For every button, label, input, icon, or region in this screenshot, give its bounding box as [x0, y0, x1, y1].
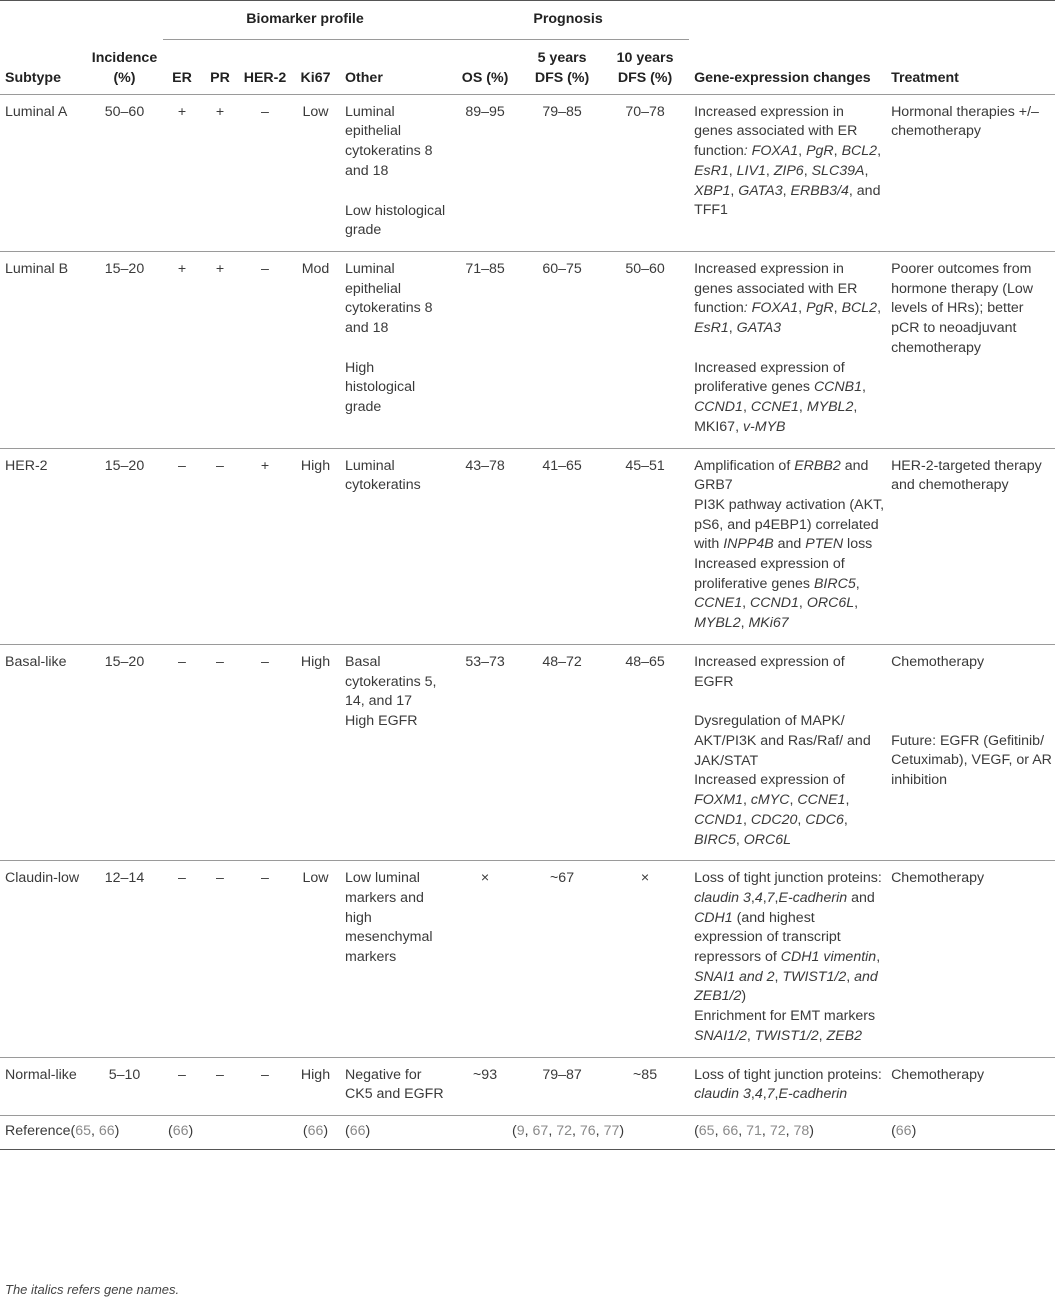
ref-link[interactable]: 66 — [722, 1122, 739, 1139]
ref-link[interactable]: 67 — [532, 1122, 549, 1139]
cell-reference-treatment: (66) — [886, 1115, 1055, 1149]
col-treatment: Treatment — [891, 69, 959, 86]
cell-pr: – — [201, 644, 239, 860]
cell-gene-expression: Increased expression in genes associated with ER function: FOXA1, PgR, BCL2, EsR1, LIV1, ZIP6, SLC39A, XBP1, GATA3, ERBB3/4, and TFF1 — [689, 94, 886, 251]
cell-er: – — [163, 861, 201, 1057]
ref-link[interactable]: 72 — [769, 1122, 786, 1139]
ref-link[interactable]: 65 — [75, 1122, 91, 1139]
col-os: OS (%) — [461, 69, 509, 86]
prognosis-group-header: Prognosis — [447, 1, 689, 40]
ref-link[interactable]: 72 — [556, 1122, 572, 1139]
cell-dfs10: 45–51 — [601, 448, 689, 644]
cell-subtype: Luminal B — [0, 251, 86, 448]
col-incidence: Incidence (%) — [91, 49, 158, 86]
col-subtype: Subtype — [5, 69, 61, 86]
cell-ki67: Low — [291, 94, 340, 251]
ref-link[interactable]: 76 — [579, 1122, 596, 1139]
cell-dfs5: 41–65 — [523, 448, 601, 644]
cell-dfs10: 50–60 — [601, 251, 689, 448]
col-gene-expression: Gene-expression changes — [694, 69, 871, 86]
ref-link[interactable]: 66 — [307, 1122, 324, 1139]
cell-incidence: 5–10 — [86, 1057, 163, 1115]
ref-link[interactable]: 65 — [698, 1122, 715, 1139]
table-row-her2 — [0, 448, 1055, 644]
cell-other: Luminal cytokeratins — [340, 448, 447, 644]
cell-gene-expression: Increased expression of EGFR Dysregulation of MAPK/ AKT/PI3K and Ras/Raf/ and JAK/STAT Increased expression of FOXM1, cMYC, CCNE1, CCND1, CDC20, CDC6, BIRC5, ORC6L — [689, 644, 886, 860]
cell-her2: – — [239, 1057, 291, 1115]
cell-other: Negative for CK5 and EGFR — [340, 1057, 447, 1115]
cell-ki67: Mod — [291, 251, 340, 448]
table-row-basal-like — [0, 644, 1055, 860]
cell-dfs10: ~85 — [601, 1057, 689, 1115]
col-pr: PR — [210, 69, 230, 86]
cell-incidence: 12–14 — [86, 861, 163, 1057]
cell-treatment: Hormonal therapies +/– chemotherapy — [886, 94, 1055, 251]
col-dfs5: 5 years DFS (%) — [534, 49, 590, 86]
cell-ki67: High — [291, 644, 340, 860]
cell-dfs5: 79–85 — [523, 94, 601, 251]
cell-treatment: Poorer outcomes from hormone therapy (Low levels of HRs); better pCR to neoadjuvant chemotherapy — [886, 251, 1055, 448]
cell-dfs10: 48–65 — [601, 644, 689, 860]
cell-dfs5: 48–72 — [523, 644, 601, 860]
cell-pr: + — [201, 251, 239, 448]
cell-reference-er: (66) — [163, 1115, 291, 1149]
cell-reference-subtype: Reference(65, 66) — [0, 1115, 163, 1149]
cell-subtype: Luminal A — [0, 94, 86, 251]
cell-reference-prognosis: (9, 67, 72, 76, 77) — [447, 1115, 689, 1149]
cell-her2: + — [239, 448, 291, 644]
col-ki67: Ki67 — [300, 69, 331, 86]
table-row-reference — [0, 1115, 1055, 1149]
cell-incidence: 50–60 — [86, 94, 163, 251]
ref-link[interactable]: 66 — [98, 1122, 115, 1139]
cell-pr: + — [201, 94, 239, 251]
cell-incidence: 15–20 — [86, 644, 163, 860]
cell-reference-other: (66) — [340, 1115, 447, 1149]
cell-os: × — [447, 861, 523, 1057]
cell-other: Luminal epithelial cytokeratins 8 and 18 High histological grade — [340, 251, 447, 448]
cell-er: – — [163, 448, 201, 644]
cell-gene-expression: Loss of tight junction proteins: claudin 3,4,7,E-cadherin — [689, 1057, 886, 1115]
cell-pr: – — [201, 861, 239, 1057]
cell-gene-expression: Increased expression in genes associated with ER function: FOXA1, PgR, BCL2, EsR1, GATA3 Increased expression of proliferative genes CCNB1, CCND1, CCNE1, MYBL2, MKI67, v-MYB — [689, 251, 886, 448]
ref-link[interactable]: 66 — [172, 1122, 189, 1139]
cell-subtype: Basal-like — [0, 644, 86, 860]
cell-ki67: Low — [291, 861, 340, 1057]
table-footnote: The italics refers gene names. — [5, 1282, 180, 1297]
biomarker-group-header: Biomarker profile — [163, 1, 447, 40]
col-dfs10: 10 years DFS (%) — [616, 49, 674, 86]
ref-link[interactable]: 66 — [895, 1122, 912, 1139]
cell-dfs5: ~67 — [523, 861, 601, 1057]
cell-er: – — [163, 1057, 201, 1115]
cell-other: Luminal epithelial cytokeratins 8 and 18 Low histological grade — [340, 94, 447, 251]
ref-link[interactable]: 66 — [349, 1122, 366, 1139]
ref-link[interactable]: 71 — [746, 1122, 762, 1139]
table-row-luminal-a — [0, 94, 1055, 251]
cell-treatment: Chemotherapy — [886, 1057, 1055, 1115]
cell-treatment: Chemotherapy — [886, 861, 1055, 1057]
cell-other: Low luminal markers and high mesenchymal markers — [340, 861, 447, 1057]
table-row-luminal-b — [0, 251, 1055, 448]
cell-subtype: Claudin-low — [0, 861, 86, 1057]
cell-treatment: HER-2-targeted therapy and chemotherapy — [886, 448, 1055, 644]
table-row-claudin-low — [0, 861, 1055, 1057]
cell-subtype: Normal-like — [0, 1057, 86, 1115]
ref-link[interactable]: 77 — [603, 1122, 620, 1139]
cell-er: – — [163, 644, 201, 860]
col-er: ER — [172, 69, 192, 86]
cell-her2: – — [239, 644, 291, 860]
ref-link[interactable]: 9 — [516, 1122, 525, 1139]
cell-treatment: Chemotherapy Future: EGFR (Gefitinib/ Cetuximab), VEGF, or AR inhibition — [886, 644, 1055, 860]
cell-gene-expression: Loss of tight junction proteins: claudin 3,4,7,E-cadherin and CDH1 (and highest expression of transcript repressors of CDH1 vimentin, SNAI1 and 2, TWIST1/2, and ZEB1/2) Enrichment for EMT markers SNAI1/2, TWIST1/2, ZEB2 — [689, 861, 886, 1057]
cell-her2: – — [239, 861, 291, 1057]
col-her2: HER-2 — [243, 69, 287, 86]
cell-pr: – — [201, 1057, 239, 1115]
cell-er: + — [163, 94, 201, 251]
ref-link[interactable]: 78 — [793, 1122, 810, 1139]
group-header-row — [0, 1, 1055, 40]
cell-her2: – — [239, 94, 291, 251]
cell-her2: – — [239, 251, 291, 448]
cell-incidence: 15–20 — [86, 448, 163, 644]
cell-dfs5: 79–87 — [523, 1057, 601, 1115]
cell-os: 53–73 — [447, 644, 523, 860]
cell-er: + — [163, 251, 201, 448]
column-header-row — [0, 40, 1055, 95]
cell-dfs10: × — [601, 861, 689, 1057]
table-row-normal-like — [0, 1057, 1055, 1115]
cell-os: 43–78 — [447, 448, 523, 644]
cell-os: 89–95 — [447, 94, 523, 251]
cell-dfs10: 70–78 — [601, 94, 689, 251]
cell-subtype: HER-2 — [0, 448, 86, 644]
col-other: Other — [345, 69, 383, 86]
cell-ki67: High — [291, 448, 340, 644]
cell-os: ~93 — [447, 1057, 523, 1115]
cell-incidence: 15–20 — [86, 251, 163, 448]
cell-pr: – — [201, 448, 239, 644]
cell-os: 71–85 — [447, 251, 523, 448]
cell-reference-ki67: (66) — [291, 1115, 340, 1149]
cell-gene-expression: Amplification of ERBB2 and GRB7 PI3K pathway activation (AKT, pS6, and p4EBP1) correlated with INPP4B and PTEN loss Increased expression of proliferative genes BIRC5, CCNE1, CCND1, ORC6L, MYBL2, MKi67 — [689, 448, 886, 644]
cell-ki67: High — [291, 1057, 340, 1115]
cell-other: Basal cytokeratins 5, 14, and 17 High EGFR — [340, 644, 447, 860]
cell-reference-gene: (65, 66, 71, 72, 78) — [689, 1115, 886, 1149]
cell-dfs5: 60–75 — [523, 251, 601, 448]
